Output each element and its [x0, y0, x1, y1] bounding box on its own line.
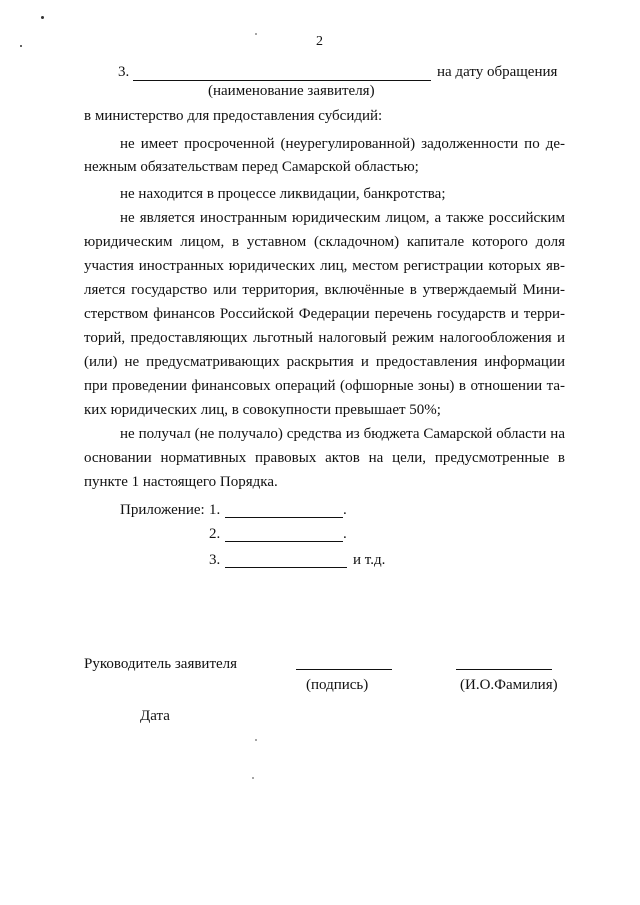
body-line: (или) не предусматривающих раскрытия и предоставления информации	[84, 354, 565, 370]
scan-speck	[20, 45, 22, 47]
attachment-end: .	[343, 526, 347, 542]
body-line: нежным обязательствам перед Самарской областью;	[84, 159, 419, 175]
item-number: 3.	[118, 64, 130, 80]
page-number: 2	[316, 34, 323, 49]
signature-field[interactable]	[296, 669, 392, 670]
item-suffix: на дату обращения	[437, 64, 558, 80]
attachment-number: 1.	[209, 502, 221, 518]
attachment-field-1[interactable]	[225, 517, 343, 518]
head-label: Руководитель заявителя	[84, 656, 238, 672]
signature-caption: (подпись)	[306, 677, 369, 693]
full-name-caption: (И.О.Фамилия)	[460, 677, 558, 693]
attachment-field-3[interactable]	[225, 567, 347, 568]
date-label: Дата	[140, 708, 170, 724]
attachments-label: Приложение:	[120, 502, 205, 518]
body-line: не является иностранным юридическим лицом, а также российским	[120, 210, 565, 226]
body-line: участия иностранных юридических лиц, местом регистрации которых яв-	[84, 258, 565, 274]
full-name-field[interactable]	[456, 669, 552, 670]
body-line: не имеет просроченной (неурегулированной) задолженности по де-	[120, 136, 565, 152]
body-line: не находится в процессе ликвидации, банкротства;	[120, 186, 446, 202]
scan-speck	[252, 777, 254, 779]
applicant-caption: (наименование заявителя)	[208, 83, 375, 99]
body-line: ляется государство или территория, включённые в утверждаемый Мини-	[84, 282, 565, 298]
body-line: ких юридических лиц, в совокупности превышает 50%;	[84, 402, 441, 418]
body-line: торий, предоставляющих льготный налоговый режим налогообложения и	[84, 330, 565, 346]
attachment-number: 2.	[209, 526, 221, 542]
scan-speck	[255, 739, 257, 741]
attachment-field-2[interactable]	[225, 541, 343, 542]
scan-speck	[41, 16, 44, 19]
body-line: юридическим лицом, в уставном (складочном) капитале которого доля	[84, 234, 565, 250]
attachment-end: .	[343, 502, 347, 518]
body-line: в министерство для предоставления субсидий:	[84, 108, 383, 124]
body-line: пункте 1 настоящего Порядка.	[84, 474, 278, 490]
body-line: при проведении финансовых операций (офшорные зоны) в отношении та-	[84, 378, 565, 394]
attachment-etc: и т.д.	[353, 552, 386, 568]
body-line: основании нормативных правовых актов на цели, предусмотренные в	[84, 450, 565, 466]
body-line: стерством финансов Российской Федерации перечень государств и терри-	[84, 306, 565, 322]
body-line: не получал (не получало) средства из бюджета Самарской области на	[120, 426, 565, 442]
scan-speck	[255, 33, 257, 35]
attachment-number: 3.	[209, 552, 221, 568]
applicant-name-field[interactable]	[133, 80, 431, 81]
